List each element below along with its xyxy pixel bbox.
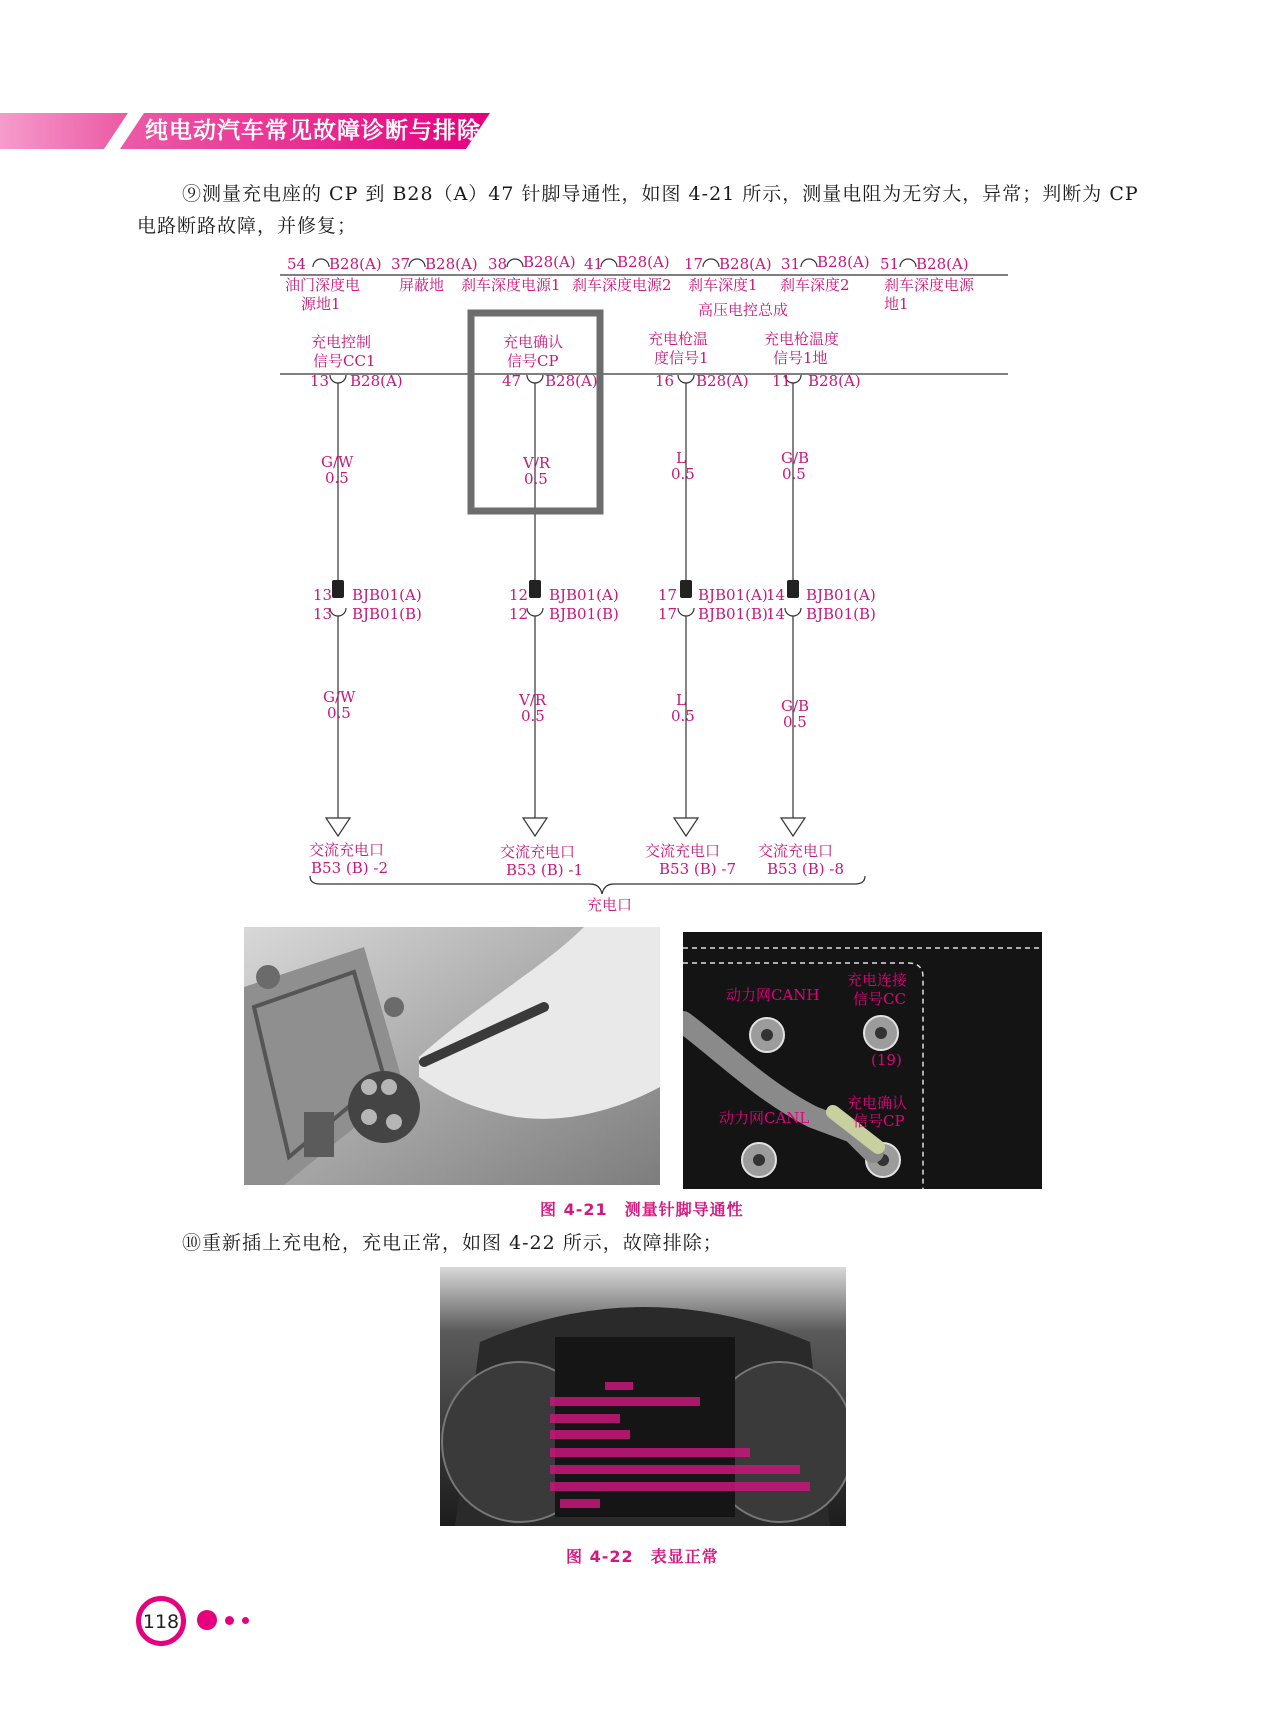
connector-label: B28(A) bbox=[350, 372, 403, 390]
pin-label: 刹车深度2 bbox=[780, 276, 850, 294]
signal-label: 充电枪温度 bbox=[764, 330, 840, 348]
decorative-dot bbox=[242, 1617, 249, 1624]
wire-gauge: 0.5 bbox=[327, 704, 351, 722]
wire-color: L bbox=[676, 691, 686, 709]
pin-number: 17 bbox=[684, 255, 704, 273]
module-label: 高压电控总成 bbox=[698, 301, 789, 319]
decorative-dot bbox=[197, 1610, 217, 1630]
pin-label-cc-1: 充电连接 bbox=[847, 971, 908, 989]
destination-label: 交流充电口 bbox=[758, 842, 834, 860]
signal-label: 度信号1 bbox=[654, 349, 709, 367]
connector-label: BJB01(B) bbox=[806, 605, 876, 623]
wire-color: G/B bbox=[781, 697, 810, 715]
wire-color: G/W bbox=[323, 688, 356, 706]
signal-label: 充电枪温 bbox=[648, 330, 709, 348]
signal-label: 信号CP bbox=[507, 352, 559, 370]
pin-number: 14 bbox=[766, 586, 786, 604]
signal-label: 充电控制 bbox=[311, 333, 372, 351]
pin-label: 屏蔽地 bbox=[399, 276, 445, 294]
pin-number: 13 bbox=[313, 605, 333, 623]
connector-label: B28(A) bbox=[617, 253, 670, 271]
pin-label: 刹车深度电源 bbox=[884, 276, 975, 294]
destination-label: B53 (B) -8 bbox=[767, 860, 844, 878]
wire-color: V/R bbox=[519, 691, 547, 709]
pin-number: 14 bbox=[766, 605, 786, 623]
pin-label: 源地1 bbox=[301, 295, 341, 313]
connector-label: B28(A) bbox=[523, 253, 576, 271]
connector-label: BJB01(A) bbox=[549, 586, 619, 604]
wire-gauge: 0.5 bbox=[671, 707, 695, 725]
pin-label: 刹车深度电源2 bbox=[572, 276, 672, 294]
destination-label: B53 (B) -2 bbox=[311, 859, 388, 877]
wire-gauge: 0.5 bbox=[325, 469, 349, 487]
instrument-cluster-photo bbox=[440, 1267, 846, 1526]
step-10-paragraph: ⑩重新插上充电枪，充电正常，如图 4-22 所示，故障排除； bbox=[182, 1232, 723, 1254]
pin-number: 17 bbox=[658, 586, 678, 604]
pin-label-19: (19) bbox=[871, 1051, 902, 1069]
connector-label: B28(A) bbox=[545, 372, 598, 390]
pin-number: 47 bbox=[502, 372, 522, 390]
destination-label: 交流充电口 bbox=[500, 843, 576, 861]
connector-label: BJB01(B) bbox=[549, 605, 619, 623]
pin-label-cp-1: 充电确认 bbox=[847, 1094, 908, 1112]
connector-label: B28(A) bbox=[425, 255, 478, 273]
pin-label-cc-2: 信号CC bbox=[853, 990, 906, 1008]
wiring-diagram bbox=[270, 250, 1020, 920]
wire-gauge: 0.5 bbox=[671, 465, 695, 483]
pin-number: 13 bbox=[310, 372, 330, 390]
wire-gauge: 0.5 bbox=[783, 713, 807, 731]
figure-4-22-caption: 图 4-22 表显正常 bbox=[566, 1547, 719, 1566]
pin-number: 16 bbox=[655, 372, 675, 390]
wire-gauge: 0.5 bbox=[521, 707, 545, 725]
pin-label: 刹车深度电源1 bbox=[461, 276, 561, 294]
pin-label: 油门深度电 bbox=[285, 276, 361, 294]
signal-label: 信号CC1 bbox=[313, 352, 376, 370]
pin-number: 12 bbox=[509, 605, 529, 623]
pin-number: 13 bbox=[313, 586, 333, 604]
wire-gauge: 0.5 bbox=[524, 470, 548, 488]
connector-label: BJB01(A) bbox=[698, 586, 768, 604]
pin-number: 37 bbox=[391, 255, 411, 273]
connector-label: B28(A) bbox=[808, 372, 861, 390]
destination-label: B53 (B) -7 bbox=[659, 860, 736, 878]
pin-label-cp-2: 信号CP bbox=[853, 1112, 905, 1130]
charging-port-photo bbox=[244, 927, 660, 1185]
connector-label: B28(A) bbox=[719, 255, 772, 273]
connector-label: B28(A) bbox=[696, 372, 749, 390]
pin-number: 51 bbox=[880, 255, 900, 273]
destination-label: 交流充电口 bbox=[309, 841, 385, 859]
decorative-dot bbox=[225, 1616, 234, 1625]
pin-number: 11 bbox=[772, 372, 792, 390]
connector-label: BJB01(B) bbox=[352, 605, 422, 623]
pin-number: 31 bbox=[781, 255, 801, 273]
connector-label: B28(A) bbox=[916, 255, 969, 273]
connector-label: B28(A) bbox=[817, 253, 870, 271]
wire-gauge: 0.5 bbox=[782, 465, 806, 483]
pin-label: 地1 bbox=[884, 295, 909, 313]
pin-label-canh: 动力网CANH bbox=[726, 986, 820, 1004]
wire-color: G/W bbox=[321, 453, 354, 471]
page-number-badge bbox=[136, 1596, 186, 1646]
connector-label: BJB01(A) bbox=[352, 586, 422, 604]
connector-pins-photo bbox=[683, 932, 1042, 1189]
page-number: 118 bbox=[142, 1611, 180, 1633]
connector-label: BJB01(B) bbox=[698, 605, 768, 623]
signal-label: 充电确认 bbox=[503, 333, 564, 351]
figure-4-21-caption: 图 4-21 测量针脚导通性 bbox=[540, 1200, 744, 1219]
wire-color: G/B bbox=[781, 449, 810, 467]
wire-color: L bbox=[676, 449, 686, 467]
wire-color: V/R bbox=[523, 454, 551, 472]
pin-number: 12 bbox=[509, 586, 529, 604]
brace-label: 充电口 bbox=[587, 896, 633, 914]
connector-label: BJB01(A) bbox=[806, 586, 876, 604]
destination-label: B53 (B) -1 bbox=[506, 861, 583, 879]
pin-number: 17 bbox=[658, 605, 678, 623]
pin-number: 38 bbox=[488, 255, 508, 273]
pin-label: 刹车深度1 bbox=[688, 276, 758, 294]
pin-label-canl: 动力网CANL bbox=[719, 1109, 810, 1127]
signal-label: 信号1地 bbox=[773, 349, 828, 367]
destination-label: 交流充电口 bbox=[645, 842, 721, 860]
pin-number: 54 bbox=[287, 255, 307, 273]
connector-label: B28(A) bbox=[329, 255, 382, 273]
chapter-title: 纯电动汽车常见故障诊断与排除 bbox=[145, 118, 481, 144]
step-9-paragraph: ⑨测量充电座的 CP 到 B28（A）47 针脚导通性，如图 4-21 所示，测量电阻为无穷大，异常；判断为 CP 电路断路故障，并修复； bbox=[137, 183, 1139, 237]
pin-number: 41 bbox=[584, 255, 604, 273]
